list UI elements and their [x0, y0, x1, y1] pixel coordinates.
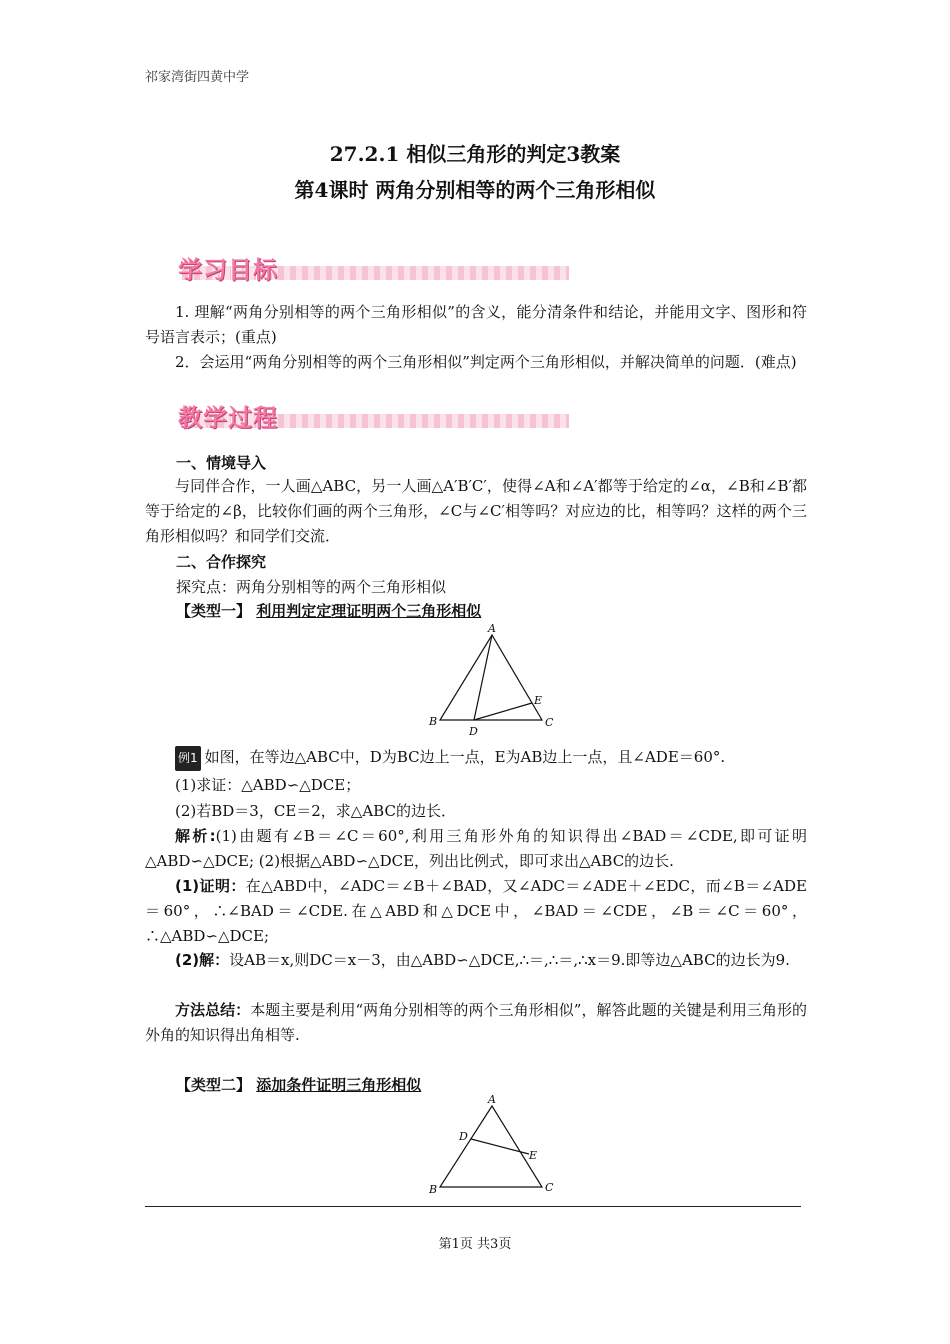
type2-title: 添加条件证明三角形相似 — [256, 1076, 422, 1094]
proof-part2 — [145, 948, 807, 973]
method-summary — [145, 998, 807, 1048]
fig1-label-b: B — [429, 715, 438, 728]
example1-question-2: (2)若BD＝3，CE＝2，求△ABC的边长． — [175, 802, 456, 820]
page-footer: 第1页 共3页 — [438, 1237, 512, 1252]
section-intro-title: 一、情境导入 — [176, 454, 267, 472]
page-title: 27.2.1 相似三角形的判定3教案 — [329, 142, 621, 166]
header-school: 祁家湾街四黄中学 — [145, 70, 250, 85]
fig2-label-d: D — [459, 1130, 468, 1143]
type1-title: 利用判定定理证明两个三角形相似 — [256, 602, 482, 620]
banner-label: 教学过程 — [178, 404, 278, 432]
type2-tag: 【类型二】 — [176, 1076, 252, 1094]
goal-1: 1. 理解“两角分别相等的两个三角形相似”的含义，能分清条件和结论，并能用文字、图形和符号语言表示；(重点) — [145, 303, 807, 346]
analysis-label: 解析: — [175, 827, 216, 845]
fig1-label-d: D — [469, 725, 478, 738]
fig2-label-e: E — [529, 1149, 538, 1162]
fig2-label-a: A — [488, 1093, 496, 1106]
example-badge: 例1 — [175, 746, 201, 771]
example1-text: 如图，在等边△ABC中，D为BC边上一点，E为AB边上一点，且∠ADE＝60°. — [204, 748, 726, 766]
section-explore-title: 二、合作探究 — [176, 553, 267, 571]
fig1-label-a: A — [488, 622, 496, 635]
method-text: 本题主要是利用“两角分别相等的两个三角形相似”，解答此题的关键是利用三角形的外角的知识得出角相等. — [145, 1001, 807, 1044]
fig1-label-e: E — [534, 694, 543, 707]
banner-teaching-process — [176, 398, 569, 432]
type1-tag: 【类型一】 — [176, 602, 252, 620]
proof2-label: (2)解： — [175, 951, 230, 969]
analysis-text: (1)由题有∠B＝∠C＝60°,利用三角形外角的知识得出∠BAD＝∠CDE,即可证明△ABD∽△DCE; (2)根据△ABD∽△DCE，列出比例式，即可求出△ABC的边长. — [145, 827, 807, 870]
example1-stem — [145, 745, 807, 771]
explore-point: 探究点：两角分别相等的两个三角形相似 — [176, 578, 447, 596]
footer-divider — [145, 1206, 801, 1207]
banner-learning-goals — [176, 250, 569, 284]
fig1-label-c: C — [545, 716, 554, 729]
example1-question-1: (1)求证：△ABD∽△DCE； — [175, 776, 361, 794]
figure-triangle-2 — [425, 1092, 565, 1200]
proof-part1 — [145, 874, 807, 949]
figure-triangle-1 — [425, 620, 565, 740]
fig2-label-c: C — [545, 1181, 554, 1194]
section-intro-text: 与同伴合作，一人画△ABC，另一人画△A′B′C′，使得∠A和∠A′都等于给定的∠α，∠B和∠B′都等于给定的∠β，比较你们画的两个三角形，∠C与∠C′相等吗？对应边的比，相等吗？这样的两个三角形相似吗？和同学们交流． — [145, 477, 807, 545]
fig2-label-b: B — [429, 1183, 438, 1196]
method-label: 方法总结： — [175, 1001, 251, 1019]
page-subtitle: 第4课时 两角分别相等的两个三角形相似 — [294, 178, 656, 202]
proof1-label: (1)证明： — [175, 877, 246, 895]
proof1-text: 在△ABD中，∠ADC＝∠B＋∠BAD，又∠ADC＝∠ADE＋∠EDC，而∠B＝∠ADE＝60°，∴∠BAD＝∠CDE.在△ABD和△DCE中，∠BAD＝∠CDE，∠B＝∠C＝60°，∴△ABD∽△DCE; — [145, 877, 807, 945]
goal-2: 2．会运用“两角分别相等的两个三角形相似”判定两个三角形相似，并解决简单的问题．(难点) — [175, 353, 797, 371]
type2-heading — [176, 1074, 421, 1095]
type1-heading — [176, 600, 481, 621]
banner-label: 学习目标 — [178, 256, 278, 284]
analysis — [145, 824, 807, 874]
proof2-text: 设AB＝x,则DC＝x－3，由△ABD∽△DCE,∴＝,∴＝,∴x＝9.即等边△ABC的边长为9. — [229, 951, 790, 969]
